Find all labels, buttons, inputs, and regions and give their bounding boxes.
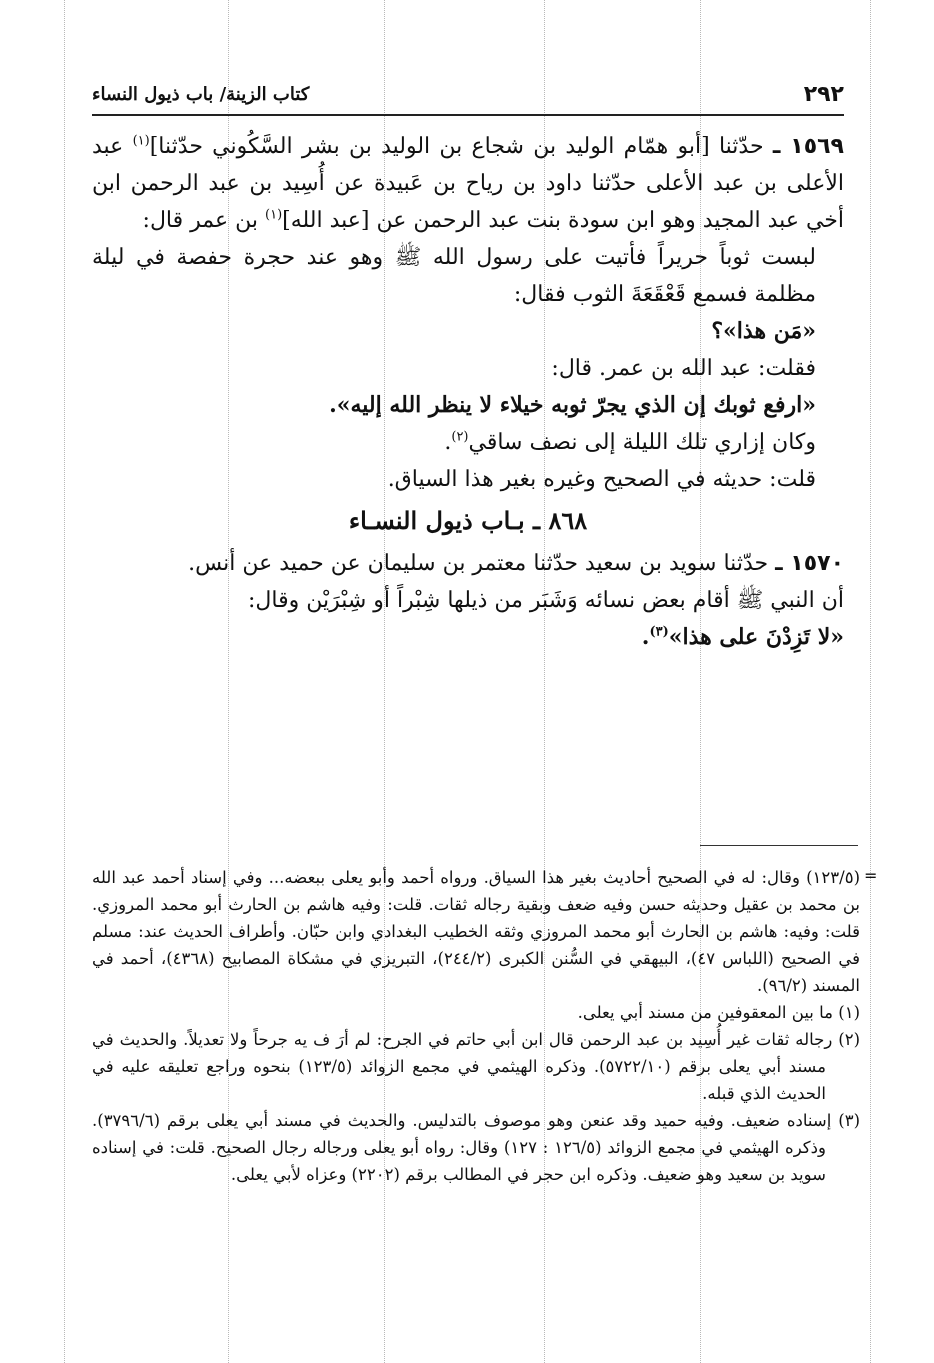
- hadith-1569-isnad: [92, 128, 844, 239]
- footnotes: [92, 864, 860, 1188]
- quote-text: «لا تَزِدْنَ على هذا»: [668, 624, 844, 650]
- footnote-separator: [700, 845, 858, 846]
- running-title: كتاب الزينة/ باب ذيول النساء: [92, 84, 310, 105]
- hadith-number: ١٥٦٩ ـ: [772, 134, 844, 159]
- footnote-marker: (١): [132, 133, 150, 149]
- hadith-1570-isnad: [92, 545, 844, 582]
- footnote-1: (١) ما بين المعقوفين من مسند أبي يعلى.: [577, 1003, 860, 1022]
- footnote-marker: (٢): [451, 429, 469, 445]
- matn-text: .: [444, 430, 452, 455]
- prophetic-quote: «ارفع ثوبك إن الذي يجرّ ثوبه خيلاء لا ينظر الله إليه».: [329, 392, 816, 418]
- margin-guide-line: [870, 0, 871, 1363]
- main-text: [92, 128, 844, 656]
- isnad-text: عبد الأعلى بن عبد الأعلى حدّثنا داود بن رياح بن عَبيدة عن أُسِيد بن عبد الرحمن ابن أخي عبد المجيد وهو ابن سودة بنت عبد الرحمن عن [عبد الله]: [92, 134, 844, 233]
- prophetic-quote: «مَن هذا»؟: [711, 318, 816, 344]
- isnad-text: حدّثنا سويد بن سعيد حدّثنا معتمر بن سليمان عن حميد عن أنس.: [188, 551, 769, 576]
- prophetic-quote: [92, 619, 844, 656]
- matn-paragraph: [92, 424, 844, 461]
- isnad-text: حدّثنا [أبو همّام الوليد بن شجاع بن الوليد بن بشر السَّكُوني حدّثنا]: [149, 134, 764, 159]
- footnote-marker: (٣): [649, 624, 669, 640]
- page-header: [92, 80, 844, 116]
- footnote-continuation-mark: =: [864, 866, 878, 885]
- page-number: ٢٩٢: [803, 82, 844, 107]
- matn-paragraph: أن النبي ﷺ أقام بعض نسائه وَشَبَر من ذيلها شِبْراً أو شِبْرَيْن وقال:: [248, 588, 844, 613]
- footnote-continuation: (١٢٣/٥) وقال: له في الصحيح أحاديث بغير هذا السياق. ورواه أحمد وأبو يعلى ببعضه... وفي إسناد أحمد عبد الله بن محمد بن عقيل وحديثه حسن وفيه ضعف وبقية رجاله ثقات. قلت: وفيه هاشم بن الحارث أبو محمد المروزي. قلت: وفيه: هاشم بن الحارث أبو محمد المروزي وثقه الخطيب البغدادي وابن حبّان. وأطراف الحديث عند: مسلم في الصحيح (اللباس ٤٧)، البيهقي في السُّنن الكبرى (٢٤٤/٢)، التبريزي في مشكاة المصابيح (٤٣٦٨)، أحمد في المسند (٩٦/٢).: [92, 868, 860, 995]
- margin-guide-line: [64, 0, 65, 1363]
- editor-comment: قلت: حديثه في الصحيح وغيره بغير هذا السياق.: [387, 467, 816, 492]
- matn-paragraph: فقلت: عبد الله بن عمر. قال:: [551, 356, 816, 381]
- matn-paragraph: لبست ثوباً حريراً فأتيت على رسول الله ﷺ وهو عند حجرة حفصة في ليلة مظلمة فسمع قَعْقَعَةَ الثوب فقال:: [92, 245, 816, 307]
- footnote-marker: (١): [265, 207, 283, 223]
- isnad-text: بن عمر قال:: [142, 208, 258, 233]
- footnote-2: (٢) رجاله ثقات غير أُسِيد بن عبد الرحمن قال ابن أبي حاتم في الجرح: لم أرَ ف يه جرحاً ولا تعديلاً. والحديث في مسند أبي يعلى برقم (٥٧٢٢/١٠). وذكره الهيثمي في مجمع الزوائد (١٢٣/٥) بنحوه وراجع تعليقه عليه في الحديث الذي قبله.: [92, 1030, 860, 1103]
- matn-text: وكان إزاري تلك الليلة إلى نصف ساقي: [468, 430, 816, 455]
- footnote-3: (٣) إسناده ضعيف. وفيه حميد وقد عنعن وهو موصوف بالتدليس. والحديث في مسند أبي يعلى برقم (٣٧٩٦/٦). وذكره الهيثمي في مجمع الزوائد (١٢٦/٥ : ١٢٧) وقال: رواه أبو يعلى ورجاله رجال الصحيح. قلت: في إسناده سويد بن سعيد وهو ضعيف. وذكره ابن حجر في المطالب برقم (٢٢٠٢) وعزاه لأبي يعلى.: [92, 1111, 860, 1184]
- hadith-number: ١٥٧٠ ـ: [775, 551, 844, 576]
- quote-text: .: [641, 624, 650, 650]
- chapter-heading: ٨٦٨ ـ بـاب ذيول النسـاء: [348, 506, 588, 535]
